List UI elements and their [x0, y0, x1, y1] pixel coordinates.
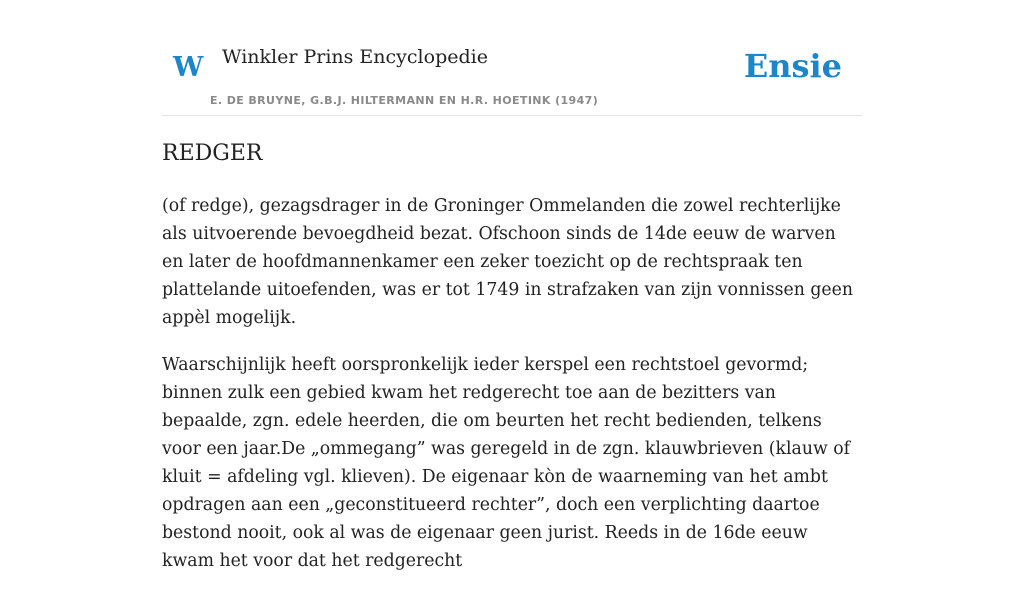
- page-container: [162, 0, 862, 571]
- article-paragraph: Waarschijnlijk heeft oorspronkelijk ieder kerspel een rechtstoel gevormd; binnen zulk een gebied kwam het redgerecht toe aan de bezitters van bepaalde, zgn. edele heerden, die om beurten het recht bedienden, telkens voor een jaar.De „ommegang” was geregeld in de zgn. klauwbrieven (klauw of kluit = afdeling vgl. klieven). De eigenaar kòn de waarneming van het ambt opdragen aan een „geconstitueerd rechter”, doch een verplichting daartoe bestond nooit, ook al was de eigenaar geen jurist. Reeds in de 16de eeuw kwam het voor dat het redgerecht: [162, 355, 851, 571]
- publication-authors: E. DE BRUYNE, G.B.J. HILTERMANN EN H.R. HOETINK (1947): [210, 94, 599, 107]
- winkler-prins-logo-icon[interactable]: W: [173, 52, 204, 83]
- publication-title[interactable]: Winkler Prins Encyclopedie: [222, 46, 488, 68]
- article-body: [162, 192, 862, 594]
- ensie-logo-link[interactable]: Ensie: [743, 47, 842, 85]
- entry-title: REDGER: [162, 141, 263, 166]
- site-header: [162, 0, 862, 116]
- article-paragraph: (of redge), gezagsdrager in de Groninger Ommelanden die zowel rechterlijke als uitvoerende bevoegdheid bezat. Ofschoon sinds de 14de eeuw de warven en later de hoofdmannenkamer een zeker toezicht op de rechtspraak ten plattelande uitoefenden, was er tot 1749 in strafzaken van zijn vonnissen geen appèl mogelijk.: [162, 196, 853, 328]
